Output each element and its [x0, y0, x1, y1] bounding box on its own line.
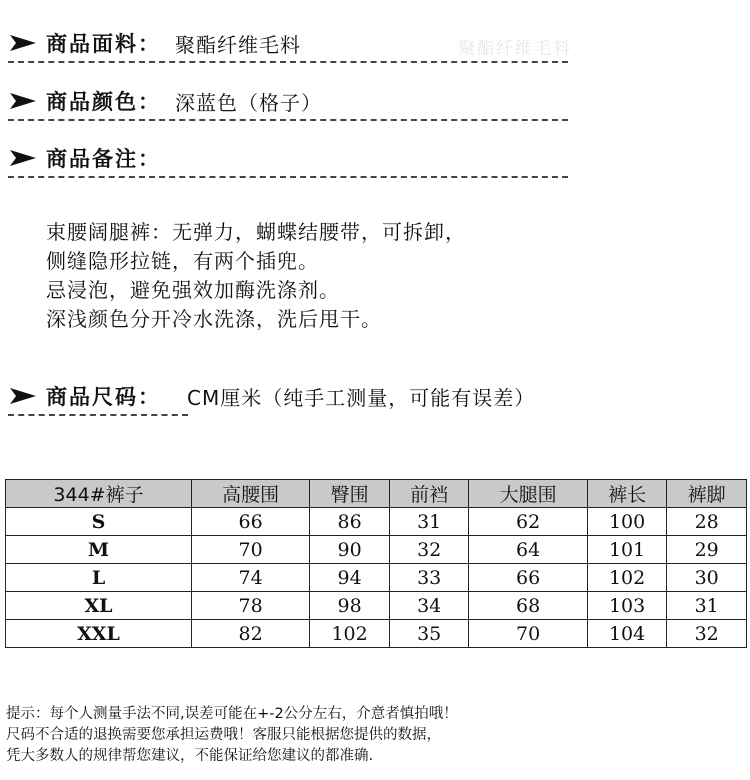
table-row: [6, 508, 747, 536]
table-cell: 98: [310, 592, 390, 620]
fabric-section: [8, 28, 301, 58]
table-cell: 31: [667, 592, 747, 620]
table-cell: M: [6, 536, 192, 564]
table-row: [6, 536, 747, 564]
size-label: 商品尺码：: [46, 385, 161, 409]
table-cell: 94: [310, 564, 390, 592]
table-cell: 86: [310, 508, 390, 536]
remarks-label: 商品备注：: [46, 147, 161, 171]
table-cell: 34: [389, 592, 469, 620]
column-header: 裤脚: [667, 480, 747, 508]
divider: [8, 414, 188, 416]
background-ghost-text: 聚酯纤维毛料: [458, 39, 572, 59]
footer-line: 尺码不合适的退换需要您承担运费哦！客服只能根据您提供的数据，: [6, 727, 441, 743]
divider: [8, 61, 568, 63]
table-cell: 64: [469, 536, 587, 564]
table-row: [6, 620, 747, 648]
divider: [8, 119, 568, 121]
column-header: 高腰围: [191, 480, 309, 508]
arrow-right-icon: [8, 32, 38, 54]
table-cell: 101: [587, 536, 667, 564]
remarks-section: [8, 143, 161, 173]
column-header: 前裆: [389, 480, 469, 508]
remarks-line: 忌浸泡，避免强效加酶洗涤剂。: [46, 278, 340, 302]
remarks-line: 束腰阔腿裤：无弹力，蝴蝶结腰带，可拆卸，: [46, 220, 466, 244]
footer-line: 凭大多数人的规律帮您建议，不能保证给您建议的都准确.: [6, 748, 374, 764]
column-header: 臀围: [310, 480, 390, 508]
table-cell: 104: [587, 620, 667, 648]
column-header: 344#裤子: [6, 480, 192, 508]
footer-notice: [6, 704, 458, 767]
table-cell: 31: [389, 508, 469, 536]
table-cell: 62: [469, 508, 587, 536]
color-section: [8, 86, 322, 116]
table-cell: 70: [191, 536, 309, 564]
table-cell: 30: [667, 564, 747, 592]
table-cell: 32: [389, 536, 469, 564]
table-row: [6, 564, 747, 592]
table-cell: 68: [469, 592, 587, 620]
remarks-line: 侧缝隐形拉链，有两个插兜。: [46, 249, 319, 273]
table-cell: 28: [667, 508, 747, 536]
table-cell: 90: [310, 536, 390, 564]
table-cell: 102: [310, 620, 390, 648]
size-unit-note: CM厘米（纯手工测量，可能有误差）: [187, 385, 536, 410]
table-cell: L: [6, 564, 192, 592]
table-cell: XL: [6, 592, 192, 620]
table-cell: 78: [191, 592, 309, 620]
table-cell: 70: [469, 620, 587, 648]
footer-line: 提示：每个人测量手法不同,误差可能在+-2公分左右，介意者慎拍哦！: [6, 706, 458, 722]
table-cell: 74: [191, 564, 309, 592]
remarks-text: [46, 218, 466, 334]
table-cell: 102: [587, 564, 667, 592]
table-cell: 35: [389, 620, 469, 648]
divider: [8, 176, 568, 178]
size-table: [5, 479, 747, 648]
table-cell: 66: [191, 508, 309, 536]
arrow-right-icon: [8, 385, 38, 407]
table-cell: 100: [587, 508, 667, 536]
table-row: [6, 592, 747, 620]
table-cell: 32: [667, 620, 747, 648]
remarks-line: 深浅颜色分开冷水洗涤，洗后甩干。: [46, 307, 382, 331]
color-label: 商品颜色：: [46, 90, 161, 114]
table-cell: XXL: [6, 620, 192, 648]
table-cell: 66: [469, 564, 587, 592]
table-cell: 29: [667, 536, 747, 564]
column-header: 裤长: [587, 480, 667, 508]
size-section: [8, 381, 535, 411]
color-value: 深蓝色（格子）: [175, 90, 322, 115]
table-cell: S: [6, 508, 192, 536]
column-header: 大腿围: [469, 480, 587, 508]
fabric-label: 商品面料：: [46, 32, 161, 56]
table-cell: 103: [587, 592, 667, 620]
table-cell: 82: [191, 620, 309, 648]
arrow-right-icon: [8, 90, 38, 112]
table-cell: 33: [389, 564, 469, 592]
fabric-value: 聚酯纤维毛料: [175, 32, 301, 57]
table-header-row: [6, 480, 747, 508]
arrow-right-icon: [8, 147, 38, 169]
